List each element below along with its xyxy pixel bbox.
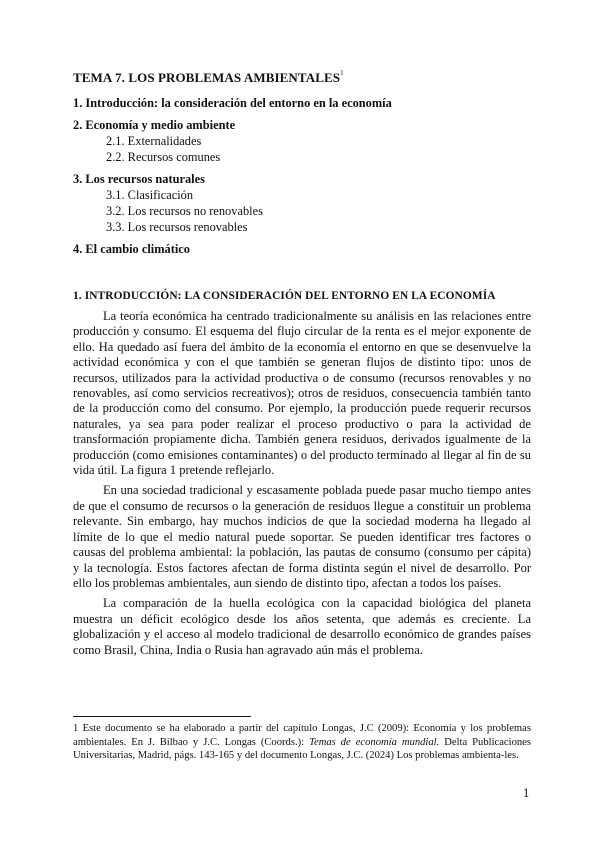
- toc-item-2: 2. Economía y medio ambiente: [73, 118, 236, 132]
- toc-subitem-3-1: 3.1. Clasificación: [106, 188, 194, 202]
- section-heading: 1. INTRODUCCIÓN: LA CONSIDERACIÓN DEL ENTORNO EN LA ECONOMÍA: [73, 290, 496, 302]
- footnote: [73, 722, 531, 763]
- paragraph-2: En una sociedad tradicional y escasamente poblada puede pasar mucho tiempo antes de que el consumo de recursos o la generación de residuos llegue a constituir un problema relevante. Sin embargo, hay muchos indicios de que la sociedad moderna ha llegado al límite de lo que el medio natural puede soportar. Se pueden identificar tres factores o causas del problema ambiental: la población, las pautas de consumo (consumo per cápita) y la tecnología. Estos factores afectan de forma distinta según el nivel de desarrollo. Por ello los problemas ambientales, aun siendo de distinto tipo, afectan a todos los países.: [73, 483, 531, 590]
- paragraph-1: La teoría económica ha centrado tradicionalmente su análisis en las relaciones entre producción y consumo. El esquema del flujo circular de la renta es el mejor exponente de ello. Ha quedado así fuera del ámbito de la economía el entorno en que se desenvuelve la actividad económica y con el que también se generan flujos de distinto tipo: unos de recursos, utilizados para la actividad productiva o de consumo (recursos renovables y no renovables, así como servicios recreativos); otros de residuos, consecuencia también tanto de la producción como del consumo. Por ejemplo, la producción puede requerir recursos naturales, ya sea para poder realizar el proceso productivo o para la actividad de transformación propiamente dicha. También genera residuos, derivados igualmente de la producción (como emisiones contaminantes) o del producto terminado al llegar al fin de su vida útil. La figura 1 pretende reflejarlo.: [73, 309, 531, 478]
- toc-subitem-3-2: 3.2. Los recursos no renovables: [106, 204, 263, 218]
- table-of-contents: [73, 95, 533, 257]
- title-text: TEMA 7. LOS PROBLEMAS AMBIENTALES: [73, 70, 341, 85]
- body-text: [73, 309, 531, 663]
- toc-subitem-3-3: 3.3. Los recursos renovables: [106, 220, 248, 234]
- footnote-separator: [73, 716, 251, 717]
- document-title: [73, 70, 344, 86]
- footnote-text-end: Delta Publicaciones Universitarias, Madrid, págs. 143-165 y del documento Longas, J.C. (2024) Los problemas ambienta-les.: [73, 736, 531, 762]
- toc-subitem-2-2: 2.2. Recursos comunes: [106, 150, 221, 164]
- toc-item-3: 3. Los recursos naturales: [73, 172, 205, 186]
- footnote-book-title: Temas de economía mundial.: [309, 736, 440, 748]
- title-footnote-mark: 1: [340, 68, 344, 77]
- toc-item-1: 1. Introducción: la consideración del entorno en la economía: [73, 96, 392, 110]
- toc-item-4: 4. El cambio climático: [73, 242, 191, 256]
- page-number: 1: [523, 786, 530, 800]
- paragraph-3: La comparación de la huella ecológica con la capacidad biológica del planeta muestra un déficit ecológico desde los años setenta, que además es creciente. La globalización y el acceso al modelo tradicional de desarrollo económico de grandes países como Brasil, China, India o Rusia han agravado aún más el problema.: [73, 596, 531, 657]
- toc-subitem-2-1: 2.1. Externalidades: [106, 134, 202, 148]
- footnote-text-start: 1 Este documento se ha elaborado a partir del capítulo Longas, J.C (2009): Economía y los problemas ambientales. En J. Bilbao y J.C. Longas (Coords.):: [73, 723, 531, 748]
